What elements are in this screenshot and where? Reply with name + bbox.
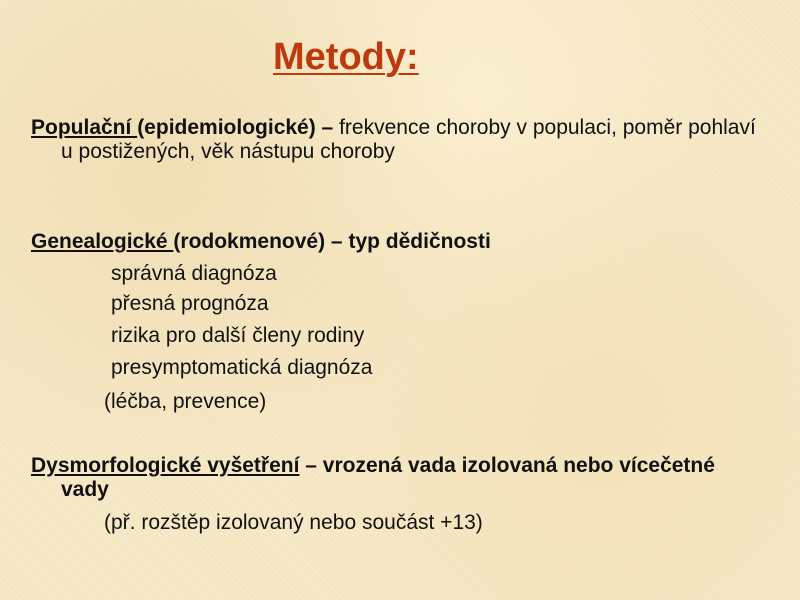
section-qualifier: (rodokmenové) – bbox=[173, 230, 349, 253]
list-item: správná diagnóza bbox=[111, 262, 277, 285]
section-term: Populační bbox=[31, 116, 138, 139]
list-item: presymptomatická diagnóza bbox=[111, 356, 373, 379]
section-note: (léčba, prevence) bbox=[104, 390, 267, 413]
section-description: typ dědičnosti bbox=[348, 230, 491, 253]
section-description: frekvence choroby v populaci, poměr pohlaví u postižených, věk nástupu choroby bbox=[61, 116, 756, 163]
list-item: rizika pro další členy rodiny bbox=[111, 324, 365, 347]
section-note: (př. rozštěp izolovaný nebo součást +13) bbox=[104, 511, 483, 534]
section-populacni bbox=[31, 116, 761, 164]
section-dysmorfologicke bbox=[31, 454, 761, 502]
slide-title: Metody: bbox=[273, 36, 419, 78]
section-description: – vrozená vada izolovaná nebo vícečetné vady bbox=[61, 454, 715, 501]
section-term: Genealogické bbox=[31, 230, 174, 253]
list-item: přesná prognóza bbox=[111, 292, 269, 315]
section-genealogicke bbox=[31, 230, 761, 254]
section-qualifier: (epidemiologické) – bbox=[137, 116, 340, 139]
section-term: Dysmorfologické vyšetření bbox=[31, 454, 300, 477]
